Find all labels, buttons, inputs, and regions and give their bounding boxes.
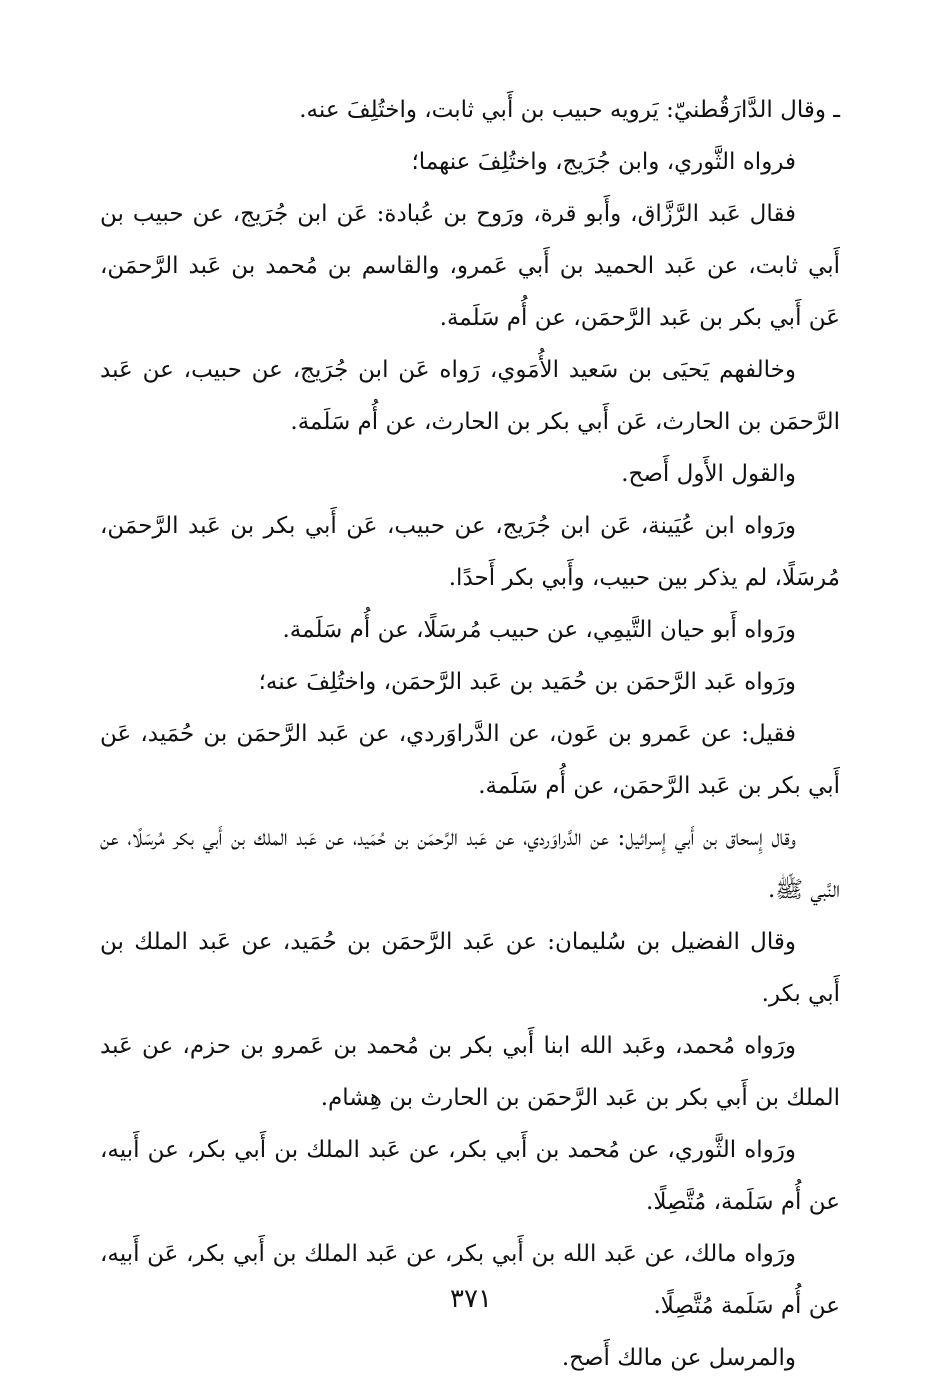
paragraph: والمرسل عن مالك أَصح. <box>561 1345 796 1371</box>
paragraph: وخالفهم يَحيَى بن سَعيد الأُمَوي، رَواه عَن ابن جُرَيج، عن حبيب، عن عَبد الرَّحمَن بن الحارث، عَن أَبي بكر بن الحارث، عن أُم سَلَمة. <box>100 357 840 435</box>
paragraph: ورَواه ابن عُيَينة، عَن ابن جُرَيج، عن حبيب، عَن أَبي بكر بن عَبد الرَّحمَن، مُرسَلًا، لم يذكر بين حبيب، وأَبي بكر أَحدًا. <box>100 513 840 591</box>
paragraph: ورَواه مُحمد، وعَبد الله ابنا أَبي بكر بن مُحمد بن عَمرو بن حزم، عن عَبد الملك بن أَبي بكر بن عَبد الرَّحمَن بن الحارث بن هِشام. <box>100 1033 840 1111</box>
paragraph: فرواه الثَّوري، وابن جُرَيج، واختُلِفَ عنهما؛ <box>411 149 796 175</box>
paragraph: وقال الفضيل بن سُليمان: عن عَبد الرَّحمَن بن حُمَيد، عن عَبد الملك بن أَبي بكر. <box>100 929 840 1007</box>
paragraph: ورَواه أَبو حيان التَّيمِي، عن حبيب مُرسَلًا، عن أُم سَلَمة. <box>282 617 796 643</box>
paragraph: ورَواه مالك، عن عَبد الله بن أَبي بكر، عن عَبد الملك بن أَبي بكر، عَن أَبيه، عن أُم سَلَمة مُتَّصِلًا. <box>100 1241 840 1319</box>
paragraph: وقال إِسحاق بن أَبي إِسرائيل: عن الدَّراوَردي، عن عَبد الرَّحمَن بن حُمَيد، عن عَبد الملك بن أَبي بكر مُرسَلًا، عن النَّبي ﷺ. <box>100 825 840 903</box>
paragraph: فقيل: عن عَمرو بن عَون، عن الدَّراوَردي، عن عَبد الرَّحمَن بن حُمَيد، عَن أَبي بكر بن عَبد الرَّحمَن، عن أُم سَلَمة. <box>100 721 840 799</box>
paragraph: ورَواه عَبد الرَّحمَن بن حُمَيد بن عَبد الرَّحمَن، واختُلِفَ عنه؛ <box>258 669 796 695</box>
paragraph: ـ وقال الدَّارَقُطنيّ: يَرويه حبيب بن أَبي ثابت، واختُلِفَ عنه. <box>299 97 840 123</box>
page-number: ٣٧١ <box>450 1284 492 1314</box>
paragraph: ورَواه الثَّوري، عن مُحمد بن أَبي بكر، عن عَبد الملك بن أَبي بكر، عن أَبيه، عن أُم سَلَمة، مُتَّصِلًا. <box>100 1137 840 1215</box>
paragraph: والقول الأَول أَصح. <box>621 461 796 487</box>
paragraph: فقال عَبد الرَّزَّاق، وأَبو قرة، ورَوح بن عُبادة: عَن ابن جُرَيج، عن حبيب بن أَبي ثابت، عن عَبد الحميد بن أَبي عَمرو، والقاسم بن مُحمد بن عَبد الرَّحمَن، عَن أَبي بكر بن عَبد الرَّحمَن، عن أُم سَلَمة. <box>100 201 840 331</box>
page-body <box>100 84 840 1384</box>
